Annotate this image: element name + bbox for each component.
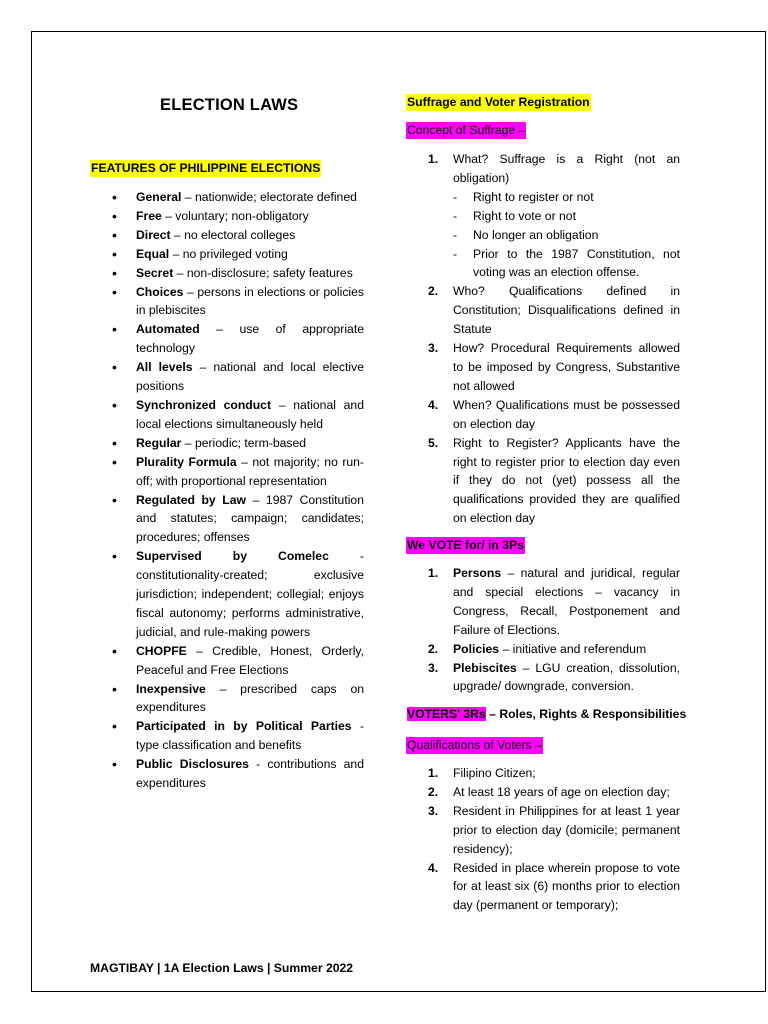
- qualification-text: Filipino Citizen;: [453, 766, 536, 780]
- feature-item: [112, 642, 364, 680]
- qualification-text: Resided in place wherein propose to vote for at least six (6) months prior to election day (permanent or temporary);: [453, 860, 680, 913]
- feature-term: Participated in by Political Parties: [136, 719, 352, 734]
- feature-term: Choices: [136, 284, 184, 299]
- feature-term: Direct: [136, 227, 171, 242]
- vote-number: 2.: [428, 641, 439, 656]
- concept-item: [406, 150, 680, 282]
- vote-item: [406, 564, 680, 640]
- features-heading: FEATURES OF PHILIPPINE ELECTIONS: [91, 161, 321, 175]
- concept-item: [406, 434, 680, 529]
- concept-number: 2.: [428, 284, 439, 299]
- feature-item: [112, 264, 364, 283]
- feature-text: – national and local elections simultaneously held: [136, 397, 364, 431]
- feature-item: [112, 283, 364, 321]
- qualification-number: 2.: [428, 784, 439, 799]
- feature-text: – use of appropriate technology: [136, 322, 364, 356]
- feature-term: Inexpensive: [136, 681, 206, 696]
- feature-term: Free: [136, 208, 162, 223]
- vote-item: [406, 640, 680, 659]
- feature-term: CHOPFE: [136, 643, 187, 658]
- concept-item: [406, 339, 680, 396]
- feature-term: Automated: [136, 322, 200, 337]
- feature-text: – nationwide; electorate defined: [181, 190, 357, 204]
- feature-item: [112, 188, 364, 207]
- feature-item: [112, 717, 364, 755]
- feature-term: Plurality Formula: [136, 454, 237, 469]
- feature-term: Equal: [136, 246, 170, 261]
- feature-text: - contributions and expenditures: [136, 757, 364, 791]
- feature-item: [112, 434, 364, 453]
- feature-term: All levels: [136, 360, 193, 375]
- concept-sublist: [453, 188, 680, 283]
- vote-term: Policies: [453, 641, 500, 656]
- features-list: [112, 188, 364, 793]
- qualification-number: 4.: [428, 860, 439, 875]
- feature-text: – Credible, Honest, Orderly, Peaceful and Free Elections: [136, 643, 364, 677]
- concept-number: 4.: [428, 397, 439, 412]
- footer: MAGTIBAY | 1A Election Laws | Summer 2022: [90, 961, 354, 975]
- qualification-number: 3.: [428, 803, 439, 818]
- feature-item: [112, 320, 364, 358]
- feature-text: – persons in elections or policies in plebiscites: [136, 284, 364, 318]
- concept-item: [406, 282, 680, 339]
- feature-text: – not majority; no run-off; with proportional representation: [136, 454, 364, 488]
- vote-text: – natural and juridical, regular and special elections – vacancy in Congress, Recall, Postponement and Failure of Elections.: [453, 566, 680, 637]
- concept-text: What? Suffrage is a Right (not an obligation): [453, 152, 680, 185]
- feature-text: – non-disclosure; safety features: [173, 265, 353, 280]
- feature-text: – national and local elective positions: [136, 360, 364, 394]
- vote-heading: We VOTE for/ in 3Ps: [407, 538, 524, 552]
- vote-text: – LGU creation, dissolution, upgrade/ downgrade, conversion.: [453, 660, 680, 694]
- concept-text: Who? Qualifications defined in Constitution; Disqualifications defined in Statute: [453, 284, 680, 337]
- feature-text: – 1987 Constitution and statutes; campaign; candidates; procedures; offenses: [136, 492, 364, 545]
- feature-term: Regulated by Law: [136, 492, 246, 507]
- voters-heading: VOTERS' 3Rs: [407, 707, 486, 721]
- voters-heading-row: [406, 706, 687, 723]
- feature-term: Regular: [136, 435, 182, 450]
- concept-subitem: - Right to vote or not: [453, 207, 680, 226]
- feature-text: – no privileged voting: [169, 246, 288, 261]
- concept-text: How? Procedural Requirements allowed to be imposed by Congress, Substantive not allowed: [453, 341, 680, 393]
- qualification-text: Resident in Philippines for at least 1 year prior to election day (domicile; permanent residency);: [453, 803, 680, 856]
- feature-term: Supervised by Comelec: [136, 549, 329, 564]
- vote-text: – initiative and referendum: [499, 641, 647, 656]
- concept-text: Right to Register? Applicants have the right to register prior to election day even if they do not (yet) possess all the qualifications provided they are qualified on election day: [453, 435, 680, 526]
- qualifications-heading: Qualifications of Voters –: [407, 738, 542, 752]
- feature-item: [112, 396, 364, 434]
- vote-term: Plebiscites: [453, 660, 517, 675]
- concept-number: 5.: [428, 435, 439, 450]
- feature-text: – prescribed caps on expenditures: [136, 681, 364, 715]
- feature-item: [112, 358, 364, 396]
- feature-item: [112, 547, 364, 642]
- vote-number: 3.: [428, 660, 439, 675]
- vote-list: [406, 564, 680, 696]
- suffrage-heading: Suffrage and Voter Registration: [407, 95, 590, 109]
- concept-subitem: - Prior to the 1987 Constitution, not voting was an election offense.: [453, 245, 680, 283]
- feature-item: [112, 491, 364, 548]
- voters-heading-rest: – Roles, Rights & Responsibilities: [485, 707, 687, 721]
- concept-number: 3.: [428, 341, 439, 356]
- feature-text: – voluntary; non-obligatory: [161, 208, 309, 223]
- concept-list: [406, 150, 680, 528]
- qualification-number: 1.: [428, 766, 439, 780]
- feature-term: Public Disclosures: [136, 757, 249, 772]
- vote-term: Persons: [453, 566, 502, 580]
- qualification-text: At least 18 years of age on election day;: [453, 784, 670, 799]
- feature-term: Secret: [136, 265, 174, 280]
- feature-text: – no electoral colleges: [170, 227, 296, 242]
- concept-subitem: - No longer an obligation: [453, 226, 680, 245]
- qualification-item: [406, 802, 680, 859]
- vote-number: 1.: [428, 566, 439, 580]
- feature-text: - constitutionality-created; exclusive jurisdiction; independent; collegial; enjoys fiscal autonomy; performs administrative, judicial, and rule-making powers: [136, 549, 364, 639]
- feature-item: [112, 755, 364, 793]
- feature-item: [112, 245, 364, 264]
- qualification-item: [406, 764, 680, 783]
- feature-item: [112, 226, 364, 245]
- feature-item: [112, 207, 364, 226]
- concept-item: [406, 396, 680, 434]
- feature-term: General: [136, 190, 182, 204]
- feature-item: [112, 453, 364, 491]
- qualification-item: [406, 859, 680, 916]
- qualifications-list: [406, 764, 680, 915]
- feature-term: Synchronized conduct: [136, 397, 272, 412]
- feature-text: – periodic; term-based: [181, 435, 307, 450]
- concept-text: When? Qualifications must be possessed on election day: [453, 397, 680, 431]
- concept-subitem: - Right to register or not: [453, 188, 680, 207]
- page-title: ELECTION LAWS: [160, 96, 299, 114]
- concept-number: 1.: [428, 152, 439, 166]
- feature-text: - type classification and benefits: [136, 719, 364, 753]
- qualification-item: [406, 783, 680, 802]
- concept-heading: Concept of Suffrage –: [407, 123, 526, 137]
- vote-item: [406, 659, 680, 697]
- feature-item: [112, 680, 364, 718]
